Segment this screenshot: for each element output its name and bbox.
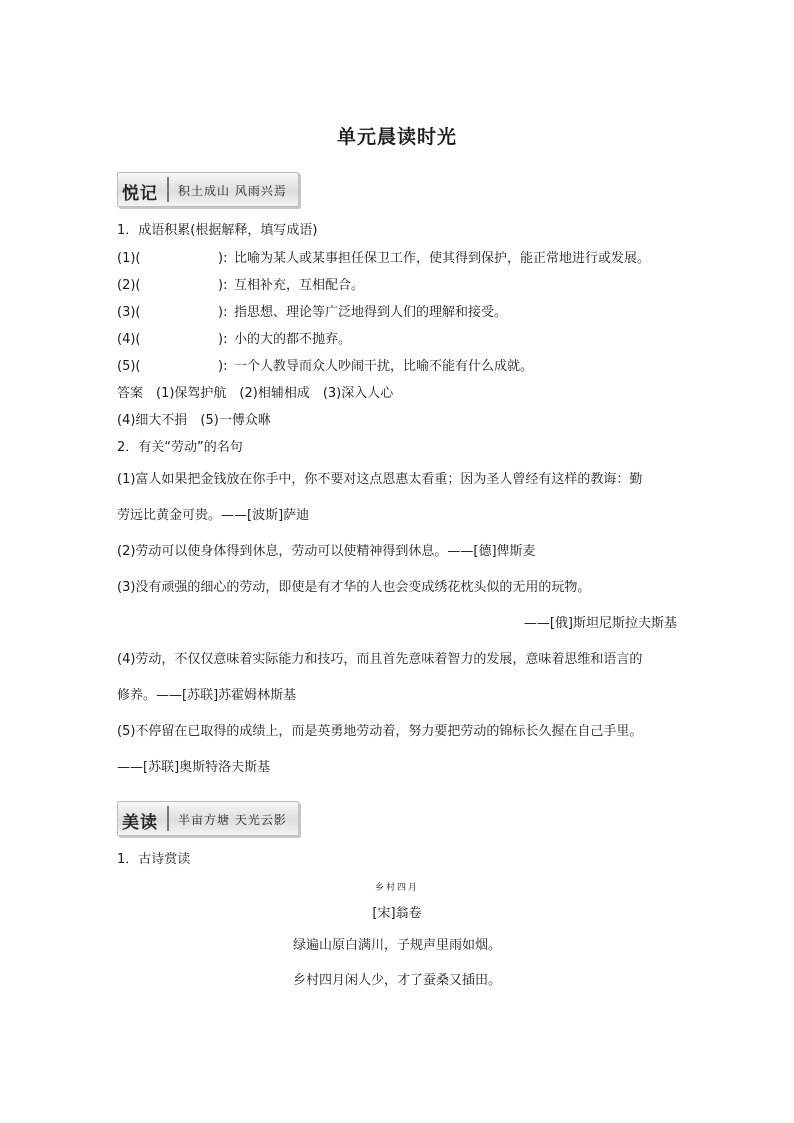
- quote-2: (2)劳动可以使身体得到休息，劳动可以使精神得到休息。——[德]俾斯麦: [117, 544, 536, 559]
- quote-1-line-2: 劳远比黄金可贵。——[波斯]萨迪: [117, 508, 310, 523]
- banner-heading: 美读: [122, 813, 158, 833]
- idiom-item-4-number: (4)(: [117, 332, 141, 347]
- idiom-item-3-definition: 指思想、理论等广泛地得到人们的理解和接受。: [234, 305, 508, 320]
- quote-3-line-1: (3)没有顽强的细心的劳动，即使是有才华的人也会变成绣花枕头似的无用的玩物。: [117, 580, 591, 595]
- poem-section-heading: 1．古诗赏读: [117, 852, 191, 867]
- section-banner-yueji: [117, 172, 299, 207]
- poem-line-1: 绿遍山原白满川，子规声里雨如烟。: [292, 938, 501, 953]
- banner-subtitle: 积土成山 风雨兴焉: [178, 184, 287, 198]
- banner-heading: 悦记: [122, 184, 158, 204]
- quote-5-line-1: (5)不停留在已取得的成绩上，而是英勇地劳动着，努力要把劳动的锦标长久握在自己手里。: [117, 724, 643, 739]
- answer-line-2: (4)细大不捐 (5)一傅众咻: [117, 413, 271, 428]
- idiom-item-5-close: ):: [218, 359, 228, 374]
- idiom-item-4-definition: 小的大的都不抛弃。: [234, 332, 352, 347]
- idiom-section-heading: 1．成语积累(根据解释，填写成语): [117, 223, 318, 238]
- quote-4-line-1: (4)劳动，不仅仅意味着实际能力和技巧，而且首先意味着智力的发展，意味着思维和语言的: [117, 652, 643, 667]
- idiom-item-2-number: (2)(: [117, 278, 141, 293]
- banner-subtitle: 半亩方塘 天光云影: [178, 813, 287, 827]
- page-title: 单元晨读时光: [336, 126, 457, 148]
- idiom-item-3-number: (3)(: [117, 305, 141, 320]
- section-banner-meidu: [117, 801, 299, 836]
- idiom-item-5-definition: 一个人教导而众人吵闹干扰，比喻不能有什么成就。: [234, 359, 534, 374]
- answer-line-1: 答案 (1)保驾护航 (2)相辅相成 (3)深入人心: [117, 386, 394, 401]
- idiom-item-4-close: ):: [218, 332, 228, 347]
- idiom-item-2-close: ):: [218, 278, 228, 293]
- idiom-item-3-close: ):: [218, 305, 228, 320]
- idiom-item-1-number: (1)(: [117, 251, 141, 266]
- quote-1-line-1: (1)富人如果把金钱放在你手中，你不要对这点恩惠太看重；因为圣人曾经有这样的教诲：勤: [117, 472, 643, 487]
- idiom-item-1-definition: 比喻为某人或某事担任保卫工作，使其得到保护，能正常地进行或发展。: [234, 251, 651, 266]
- quote-3-attribution: ——[俄]斯坦尼斯拉夫斯基: [523, 616, 677, 631]
- banner-divider: [167, 806, 169, 831]
- quotes-section-heading: 2．有关“劳动”的名句: [117, 440, 243, 455]
- idiom-item-1-close: ):: [218, 251, 228, 266]
- idiom-item-5-number: (5)(: [117, 359, 141, 374]
- poem-title: 乡村四月: [374, 883, 419, 893]
- idiom-item-2-definition: 互相补充，互相配合。: [234, 278, 365, 293]
- banner-divider: [167, 177, 169, 202]
- poem-author: [宋]翁卷: [372, 906, 422, 921]
- quote-5-line-2: ——[苏联]奥斯特洛夫斯基: [117, 760, 271, 775]
- poem-line-2: 乡村四月闲人少，才了蚕桑又插田。: [292, 973, 501, 988]
- quote-4-line-2: 修养。——[苏联]苏霍姆林斯基: [117, 688, 297, 703]
